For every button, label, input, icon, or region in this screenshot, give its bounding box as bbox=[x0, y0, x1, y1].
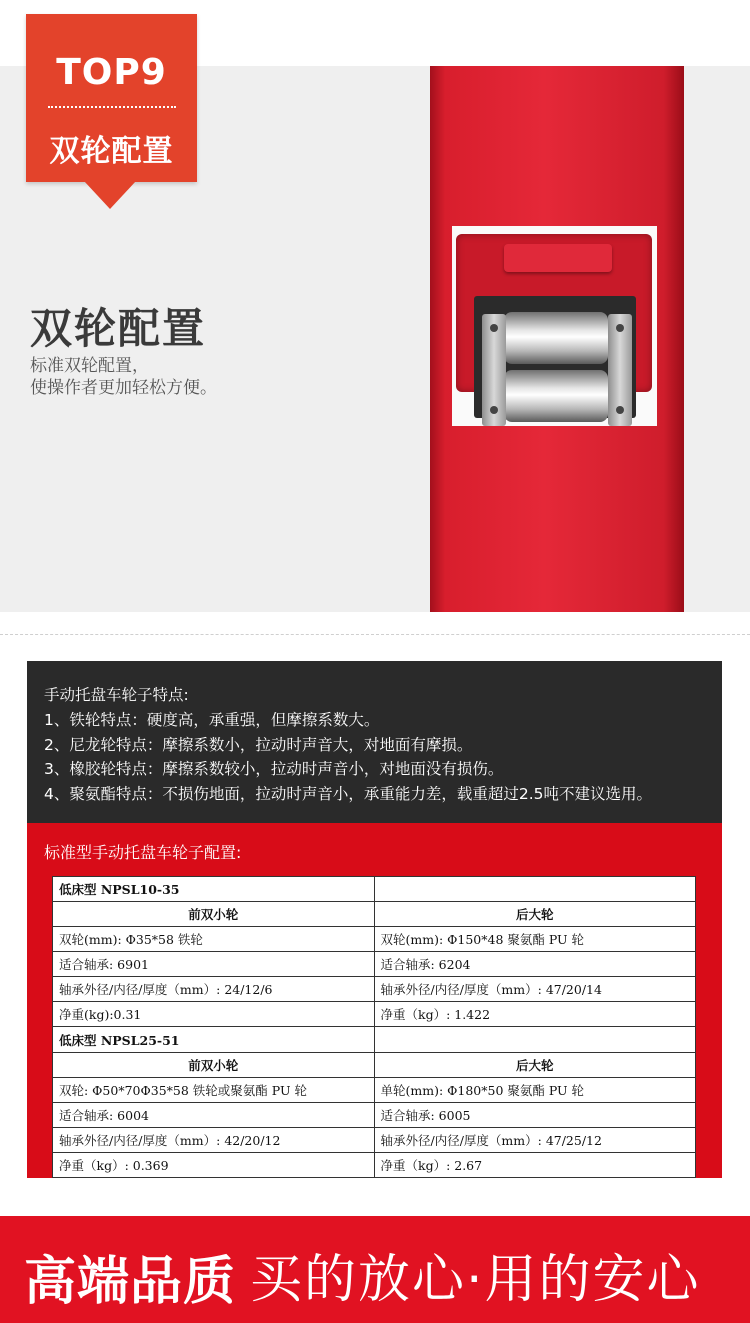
wheel-config-table bbox=[52, 876, 696, 1178]
model-name: 低床型 NPSL10-35 bbox=[53, 877, 375, 902]
table-cell-empty bbox=[374, 877, 696, 902]
table-row bbox=[53, 1027, 696, 1052]
table-row bbox=[53, 1102, 696, 1127]
wheel-traits-panel bbox=[27, 661, 722, 823]
table-row bbox=[53, 1002, 696, 1027]
table-cell-empty bbox=[374, 1027, 696, 1052]
quality-banner bbox=[0, 1216, 750, 1323]
table-row bbox=[53, 1052, 696, 1077]
pallet-fork-image bbox=[430, 66, 684, 612]
feature-desc-line2: 使操作者更加轻松方便。 bbox=[30, 378, 217, 398]
banner-slogan: 买的放心·用的安心 bbox=[250, 1250, 701, 1310]
config-title: 标准型手动托盘车轮子配置: bbox=[44, 843, 242, 862]
table-cell: 净重（kg）: 1.422 bbox=[374, 1002, 696, 1027]
top-badge bbox=[26, 14, 197, 182]
table-cell: 双轮(mm): Φ35*58 铁轮 bbox=[53, 927, 375, 952]
list-item: 1、铁轮特点：硬度高，承重强，但摩擦系数大。 bbox=[44, 711, 380, 729]
side-plate-left bbox=[482, 314, 506, 426]
table-cell: 净重（kg）: 0.369 bbox=[53, 1152, 375, 1177]
table-cell: 适合轴承: 6005 bbox=[374, 1102, 696, 1127]
table-cell: 适合轴承: 6901 bbox=[53, 952, 375, 977]
table-cell: 双轮(mm): Φ150*48 聚氨酯 PU 轮 bbox=[374, 927, 696, 952]
table-cell: 净重（kg）: 2.67 bbox=[374, 1152, 696, 1177]
front-roller-lower bbox=[504, 370, 608, 422]
table-row bbox=[53, 1127, 696, 1152]
badge-divider bbox=[48, 106, 176, 108]
table-cell: 单轮(mm): Φ180*50 聚氨酯 PU 轮 bbox=[374, 1077, 696, 1102]
table-cell: 适合轴承: 6204 bbox=[374, 952, 696, 977]
rear-wheel-header: 后大轮 bbox=[374, 902, 696, 927]
list-item: 2、尼龙轮特点：摩擦系数小，拉动时声音大，对地面有摩损。 bbox=[44, 735, 473, 754]
hero-section bbox=[0, 0, 750, 635]
badge-subtitle: 双轮配置 bbox=[49, 134, 174, 169]
side-plate-right bbox=[608, 314, 632, 426]
feature-title: 双轮配置 bbox=[30, 304, 207, 353]
table-cell: 双轮: Φ50*70Φ35*58 铁轮或聚氨酯 PU 轮 bbox=[53, 1077, 375, 1102]
table-cell: 适合轴承: 6004 bbox=[53, 1102, 375, 1127]
traits-list bbox=[44, 708, 652, 806]
table-row bbox=[53, 877, 696, 902]
screw-icon bbox=[616, 324, 624, 332]
table-row bbox=[53, 1077, 696, 1102]
traits-title: 手动托盘车轮子特点: bbox=[44, 686, 189, 704]
table-cell: 轴承外径/内径/厚度（mm）: 47/20/14 bbox=[374, 977, 696, 1002]
rear-wheel-header: 后大轮 bbox=[374, 1052, 696, 1077]
badge-pointer bbox=[84, 181, 136, 209]
banner-strong-text: 高端品质 bbox=[24, 1252, 237, 1312]
table-row bbox=[53, 927, 696, 952]
model-name: 低床型 NPSL25-51 bbox=[53, 1027, 375, 1052]
front-wheel-header: 前双小轮 bbox=[53, 902, 375, 927]
table-row bbox=[53, 902, 696, 927]
list-item: 4、聚氨酯特点：不损伤地面，拉动时声音小，承重能力差，载重超过2.5吨不建议选用。 bbox=[44, 784, 653, 803]
table-row bbox=[53, 952, 696, 977]
badge-top-label: TOP9 bbox=[56, 52, 167, 93]
front-roller-upper bbox=[504, 312, 608, 364]
list-item: 3、橡胶轮特点：摩擦系数较小，拉动时声音小，对地面没有损伤。 bbox=[44, 760, 504, 778]
section-divider bbox=[0, 634, 750, 635]
table-cell: 轴承外径/内径/厚度（mm）: 24/12/6 bbox=[53, 977, 375, 1002]
screw-icon bbox=[490, 406, 498, 414]
table-cell: 轴承外径/内径/厚度（mm）: 42/20/12 bbox=[53, 1127, 375, 1152]
screw-icon bbox=[616, 406, 624, 414]
table-row bbox=[53, 1152, 696, 1177]
front-wheel-header: 前双小轮 bbox=[53, 1052, 375, 1077]
table-cell: 轴承外径/内径/厚度（mm）: 47/25/12 bbox=[374, 1127, 696, 1152]
table-cell: 净重(kg):0.31 bbox=[53, 1002, 375, 1027]
table-row bbox=[53, 977, 696, 1002]
wheel-config-panel bbox=[27, 823, 722, 1178]
feature-description bbox=[30, 355, 217, 399]
screw-icon bbox=[490, 324, 498, 332]
feature-desc-line1: 标准双轮配置， bbox=[30, 356, 149, 376]
housing-bracket bbox=[504, 244, 612, 272]
